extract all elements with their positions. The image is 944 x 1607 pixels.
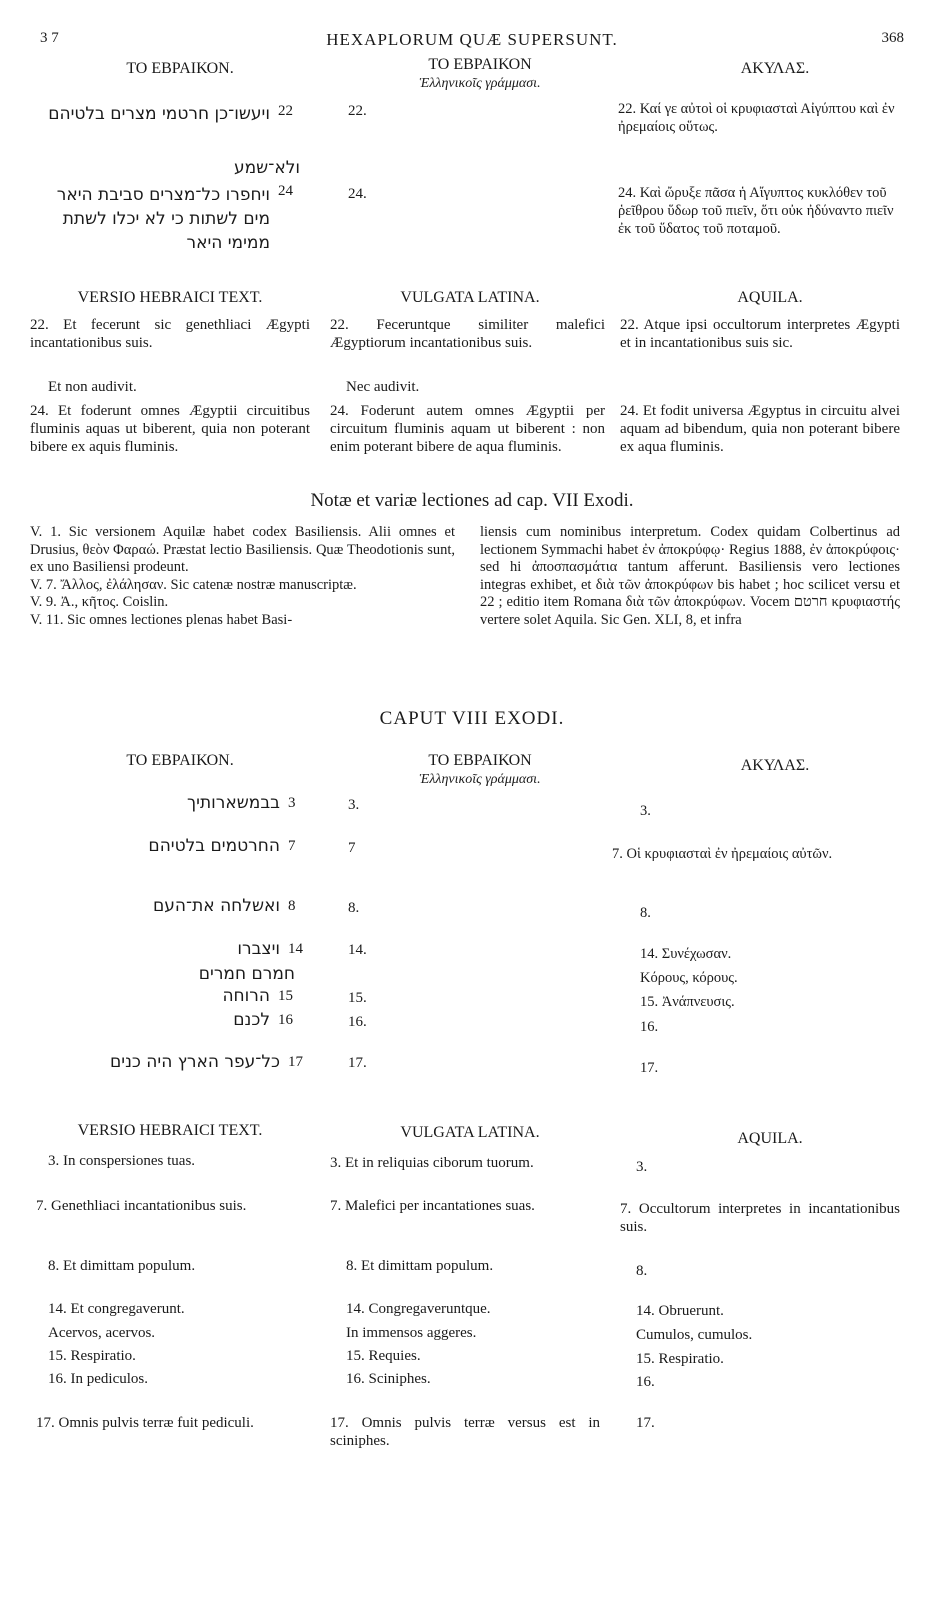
latin-head-aquila: AQUILA. bbox=[737, 289, 803, 306]
hebrew-text: ויעשו־כן חרטמי מצרים בלטיהם bbox=[48, 104, 270, 124]
versio-row: 14. Et congregaverunt. bbox=[48, 1301, 185, 1317]
transcribed-row: 16. bbox=[348, 1014, 367, 1030]
aquila-greek-22: 22. Καί γε αὐτοὶ οἱ κρυφιασταὶ Αἰγύπτου καὶ ἐν ἠρεμαίοις οὕτως. bbox=[618, 101, 895, 135]
col-head-aquila: ΑΚΥΛΑΣ. bbox=[740, 60, 810, 77]
col-head-transcribed: ΤΟ ΕΒΡΑΙΚΟΝ bbox=[428, 752, 532, 769]
hebrew-verse-num: 14 bbox=[288, 941, 303, 957]
notes-right-column: liensis cum nominibus interpretum. Codex quidam Colbertinus ad lectionem Symmachi habet ἐν ἀποκρύφῳ· Regius 1888, ἐν ἀποκρύφοις· sed hi ἀποσπασμάτια tantum afferunt. Basiliensis vero lectiones integras exhibet, et διὰ τῶν ἀποκρύφων bis habet ; hoc scilicet versu et 22 ; editio item Romana διὰ τῶν ἀποκρύφων. Vocem חרטם κρυφιαστής vertere solet Aquila. Sic Gen. XLI, 8, et infra bbox=[480, 524, 900, 628]
col-head-hebrew: ΤΟ ΕΒΡΑΙΚΟΝ. bbox=[126, 60, 234, 77]
vulgata-22: 22. Feceruntque similiter malefici Ægyptiorum incantationibus suis. bbox=[330, 317, 605, 351]
transcribed-row: 7 bbox=[348, 840, 356, 856]
aquila-greek: 16. bbox=[640, 1019, 659, 1035]
hebrew-row-22 bbox=[30, 103, 270, 125]
aquila-latin-row: 8. bbox=[636, 1263, 648, 1279]
note-v11: V. 11. Sic omnes lectiones plenas habet Basi- bbox=[30, 611, 293, 628]
aquila-greek-24: 24. Καὶ ὤρυξε πᾶσα ἡ Αἴγυπτος κυκλόθεν τοῦ ῥεῖθρου ὕδωρ τοῦ πιεῖν, ὅτι οὐκ ἠδύναντο πιεῖν ἐκ τοῦ ὕδατος τοῦ ποταμοῦ. bbox=[618, 185, 894, 237]
versio-row: 7. Genethliaci incantationibus suis. bbox=[36, 1198, 247, 1214]
vulgata-row: 7. Malefici per incantationes suas. bbox=[330, 1198, 535, 1214]
hebrew-text: החרטמים בלטיהם bbox=[148, 836, 280, 856]
aquila-latin-24: 24. Et fodit universa Ægyptus in circuitu alvei aquam ad bibendum, quia non poterant bibere ex aqua fluminis. bbox=[620, 403, 900, 455]
aquila-greek: 14. Συνέχωσαν. bbox=[640, 946, 732, 962]
hebrew-text: בבמשארותיך bbox=[187, 793, 280, 813]
aquila-latin-row: 16. bbox=[636, 1374, 655, 1390]
transcribed-row: 8. bbox=[348, 900, 360, 916]
hebrew-text: חמרם חמרים bbox=[198, 964, 295, 984]
hebrew-verse-num: 8 bbox=[288, 898, 296, 914]
hebrew-text: כל־עפר הארץ היה כנים bbox=[110, 1052, 280, 1072]
aquila-latin-row: 15. Respiratio. bbox=[636, 1351, 724, 1367]
latin-head-aquila: AQUILA. bbox=[737, 1130, 803, 1147]
notes-title: Notæ et variæ lectiones ad cap. VII Exodi. bbox=[310, 490, 634, 511]
hebrew-verse-num: 3 bbox=[288, 795, 296, 811]
transcribed-row: 14. bbox=[348, 942, 367, 958]
running-title: HEXAPLORUM QUÆ SUPERSUNT. bbox=[326, 30, 618, 49]
transcribed-row: 22. bbox=[348, 103, 367, 119]
latin-head-vulgata: VULGATA LATINA. bbox=[400, 1124, 540, 1141]
vulgata-nec-audivit: Nec audivit. bbox=[346, 379, 420, 395]
versio-row: 8. Et dimittam populum. bbox=[48, 1258, 196, 1274]
hebrew-verse-num: 16 bbox=[278, 1012, 293, 1028]
page-folio-left: 3 7 bbox=[40, 30, 59, 46]
aquila-latin-row: 17. bbox=[636, 1415, 655, 1431]
transcribed-row: 17. bbox=[348, 1055, 367, 1071]
vulgata-row: 15. Requies. bbox=[346, 1348, 421, 1364]
versio-row: 16. In pediculos. bbox=[48, 1371, 148, 1387]
page-number: 368 bbox=[881, 30, 904, 46]
hebrew-verse-num: 7 bbox=[288, 838, 296, 854]
col-subhead-transcribed: Ἑλληνικοῖς γράμμασι. bbox=[419, 76, 541, 91]
hebrew-text: ואשלחה את־העם bbox=[152, 896, 280, 916]
aquila-greek: Κόρους, κόρους. bbox=[640, 970, 738, 986]
aquila-greek: 15. Ἀνάπνευσις. bbox=[640, 994, 735, 1010]
hebrew-text: ויצברו bbox=[237, 939, 280, 959]
note-v1: V. 1. Sic versionem Aquilæ habet codex Basiliensis. Alii omnes et Drusius, θεὸν Φαραώ. Præstat lectio Basiliensis. Quæ Theodotionis sunt, ex uno Basiliensi prodeunt. bbox=[30, 524, 455, 575]
aquila-greek: 3. bbox=[640, 803, 651, 819]
latin-head-versio: VERSIO HEBRAICI TEXT. bbox=[77, 289, 263, 306]
hebrew-verse-num: 24 bbox=[278, 183, 293, 199]
aquila-latin-22: 22. Atque ipsi occultorum interpretes Ægypti et in incantationibus suis sic. bbox=[620, 317, 900, 351]
aquila-greek: 7. Οἱ κρυφιασταὶ ἐν ἠρεμαίοις αὐτῶν. bbox=[612, 846, 833, 862]
aquila-latin-row: 14. Obruerunt. bbox=[636, 1303, 724, 1319]
latin-head-versio: VERSIO HEBRAICI TEXT. bbox=[77, 1122, 263, 1139]
hebrew-row-non-audivit: ולא־שמע bbox=[233, 158, 300, 178]
aquila-greek: 8. bbox=[640, 905, 651, 921]
col-subhead-transcribed: Ἑλληνικοῖς γράμμασι. bbox=[419, 772, 541, 787]
versio-22: 22. Et fecerunt sic genethliaci Ægypti incantationibus suis. bbox=[30, 317, 310, 351]
hebrew-row-24: ויחפרו כל־מצרים סביבת היאר מים לשתות כי לא יכלו לשתת ממימי היאר bbox=[56, 185, 270, 253]
aquila-latin-row: Cumulos, cumulos. bbox=[636, 1327, 753, 1343]
versio-row: 17. Omnis pulvis terræ fuit pediculi. bbox=[36, 1415, 254, 1431]
chapter-title: CAPUT VIII EXODI. bbox=[379, 708, 565, 729]
vulgata-row: 16. Sciniphes. bbox=[346, 1371, 431, 1387]
transcribed-row: 24. bbox=[348, 186, 367, 202]
note-v9: V. 9. Ἀ., κῆτος. Coislin. bbox=[30, 594, 169, 610]
versio-24: 24. Et foderunt omnes Ægyptii circuitibus fluminis aquas ut biberent, quia non poterant bibere ex aquis fluminis. bbox=[30, 403, 310, 455]
vulgata-row: 17. Omnis pulvis terræ versus est in sciniphes. bbox=[330, 1415, 600, 1449]
vulgata-row: In immensos aggeres. bbox=[346, 1325, 477, 1341]
aquila-latin-row: 7. Occultorum interpretes in incantationibus suis. bbox=[620, 1201, 900, 1235]
hebrew-verse-num: 22 bbox=[278, 103, 293, 119]
transcribed-row: 3. bbox=[348, 797, 360, 813]
notes-left-column bbox=[30, 524, 455, 629]
hebrew-text: הרוחה bbox=[222, 986, 270, 1006]
vulgata-row: 14. Congregaveruntque. bbox=[346, 1301, 491, 1317]
aquila-greek: 17. bbox=[640, 1060, 659, 1076]
latin-head-vulgata: VULGATA LATINA. bbox=[400, 289, 540, 306]
vulgata-row: 8. Et dimittam populum. bbox=[346, 1258, 494, 1274]
col-head-transcribed: ΤΟ ΕΒΡΑΙΚΟΝ bbox=[428, 56, 532, 73]
vulgata-24: 24. Foderunt autem omnes Ægyptii per circuitum fluminis aquam ut biberent : non enim poterant bibere de aqua fluminis. bbox=[330, 403, 605, 455]
col-head-aquila: ΑΚΥΛΑΣ. bbox=[740, 757, 810, 774]
versio-row: 15. Respiratio. bbox=[48, 1348, 136, 1364]
versio-non-audivit: Et non audivit. bbox=[48, 379, 137, 395]
col-head-hebrew: ΤΟ ΕΒΡΑΙΚΟΝ. bbox=[126, 752, 234, 769]
versio-row: 3. In conspersiones tuas. bbox=[48, 1153, 196, 1169]
note-v7: V. 7. Ἄλλος, ἐλάλησαν. Sic catenæ nostræ manuscriptæ. bbox=[30, 576, 357, 593]
aquila-latin-row: 3. bbox=[636, 1159, 648, 1175]
transcribed-row: 15. bbox=[348, 990, 367, 1006]
hebrew-verse-num: 15 bbox=[278, 988, 293, 1004]
hebrew-text: לכנם bbox=[233, 1010, 270, 1030]
vulgata-row: 3. Et in reliquias ciborum tuorum. bbox=[330, 1155, 534, 1171]
hebrew-verse-num: 17 bbox=[288, 1054, 303, 1070]
versio-row: Acervos, acervos. bbox=[48, 1325, 156, 1341]
